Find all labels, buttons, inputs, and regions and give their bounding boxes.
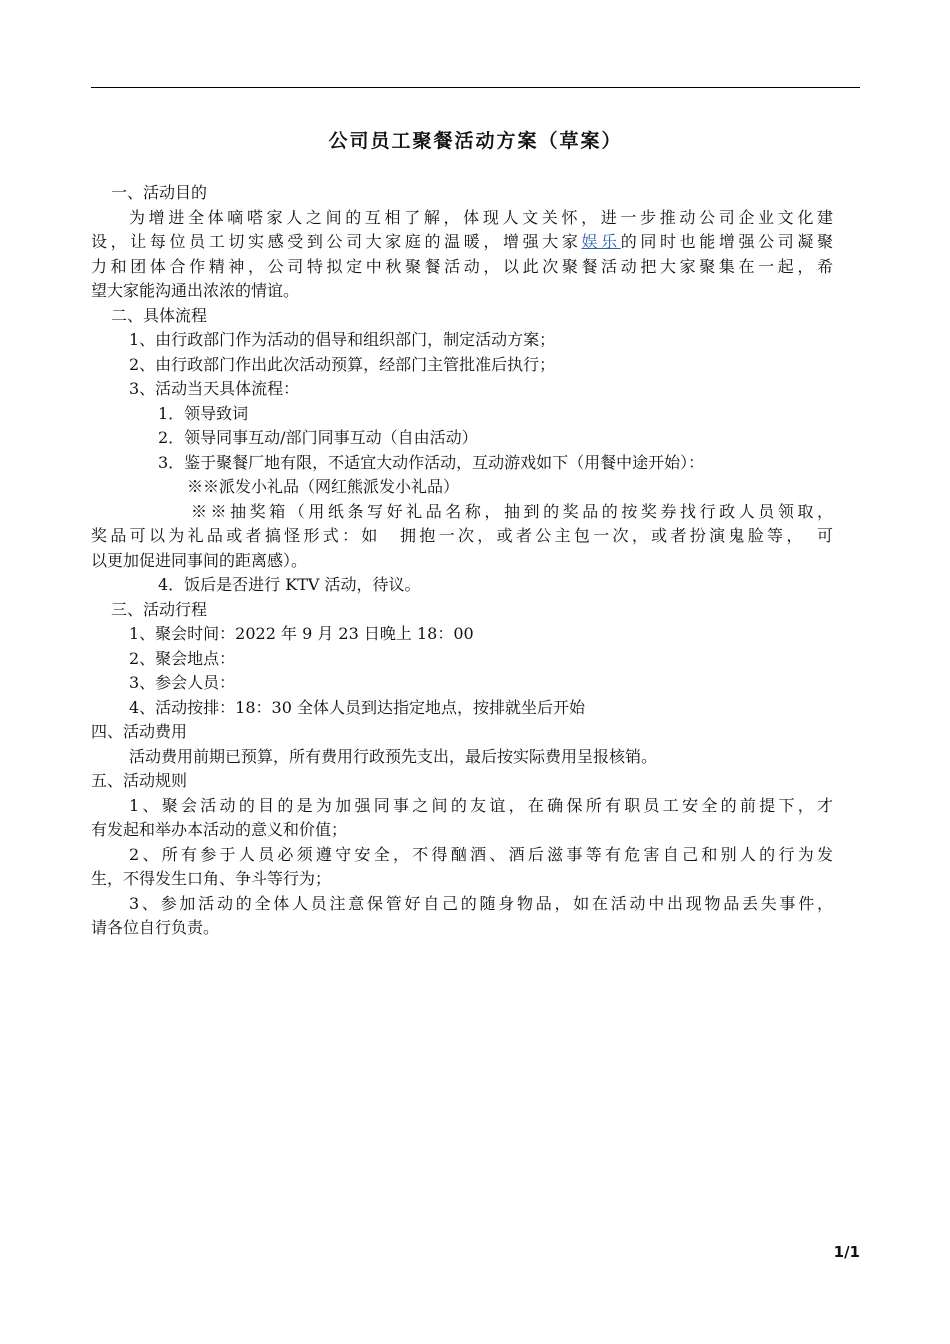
list-item: 4、活动按排：18：30 全体人员到达指定地点，按排就坐后开始 <box>129 697 585 717</box>
list-item: 3、参会人员： <box>129 673 236 692</box>
paragraph-line: 有发起和举办本活动的意义和价值； <box>91 820 348 839</box>
paragraph-line: 奖品可以为礼品或者搞怪形式：如 拥抱一次，或者公主包一次，或者扮演鬼脸等， 可 <box>91 526 833 545</box>
document-title: 公司员工聚餐活动方案（草案） <box>328 130 623 152</box>
list-item: 3、活动当天具体流程： <box>129 379 300 398</box>
sub-list-item: 2．领导同事互动/部门同事互动（自由活动） <box>158 428 478 447</box>
entertainment-link[interactable]: 娱乐 <box>581 232 621 251</box>
text-span: 的同时也能增强公司凝聚 <box>620 232 833 251</box>
paragraph-line: 请各位自行负责。 <box>91 918 220 937</box>
section-heading-purpose: 一、活动目的 <box>111 183 208 202</box>
paragraph-line <box>91 230 833 255</box>
text-span: 设，让每位员工切实感受到公司大家庭的温暖，增强大家 <box>91 232 582 251</box>
paragraph-line: 以更加促进同事间的距离感）。 <box>91 550 308 570</box>
game-item: ※※抽奖箱（用纸条写好礼品名称，抽到的奖品的按奖券找行政人员领取， <box>191 501 833 521</box>
list-item: 1、由行政部门作为活动的倡导和组织部门，制定活动方案； <box>129 330 556 349</box>
section-heading-rules: 五、活动规则 <box>91 771 188 790</box>
list-item: 2、由行政部门作出此次活动预算，经部门主管批准后执行； <box>129 354 556 374</box>
sub-list-item: 1．领导致词 <box>158 403 249 423</box>
section-heading-cost: 四、活动费用 <box>91 722 188 741</box>
list-item: 1、聚会活动的目的是为加强同事之间的友谊，在确保所有职员工安全的前提下，才 <box>129 795 833 815</box>
sub-list-item: 4．饭后是否进行 KTV 活动，待议。 <box>158 575 421 594</box>
list-item: 2、聚会地点： <box>129 648 236 668</box>
paragraph-line: 生，不得发生口角、争斗等行为； <box>91 869 332 888</box>
header-rule <box>91 87 860 88</box>
section-heading-process: 二、具体流程 <box>111 305 208 325</box>
game-item: ※※派发小礼品（网红熊派发小礼品） <box>187 477 460 496</box>
list-item: 1、聚会时间：2022 年 9 月 23 日晚上 18：00 <box>129 624 474 643</box>
paragraph-line: 力和团体合作精神，公司特拟定中秋聚餐活动，以此次聚餐活动把大家聚集在一起，希 <box>91 256 833 276</box>
paragraph-line: 活动费用前期已预算，所有费用行政预先支出，最后按实际费用呈报核销。 <box>129 746 658 766</box>
document-body <box>91 181 833 941</box>
paragraph-line: 望大家能沟通出浓浓的情谊。 <box>91 281 300 300</box>
page-number: 1/1 <box>833 1243 860 1261</box>
sub-list-item: 3．鉴于聚餐厂地有限，不适宜大动作活动，互动游戏如下（用餐中途开始）： <box>158 452 705 472</box>
section-heading-schedule: 三、活动行程 <box>111 599 208 619</box>
paragraph-line: 为增进全体嘀嗒家人之间的互相了解，体现人文关怀，进一步推动公司企业文化建 <box>129 207 833 227</box>
list-item: 2、所有参于人员必须遵守安全，不得酗酒、酒后滋事等有危害自己和别人的行为发 <box>129 844 833 864</box>
list-item: 3、参加活动的全体人员注意保管好自己的随身物品，如在活动中出现物品丢失事件， <box>129 893 833 913</box>
